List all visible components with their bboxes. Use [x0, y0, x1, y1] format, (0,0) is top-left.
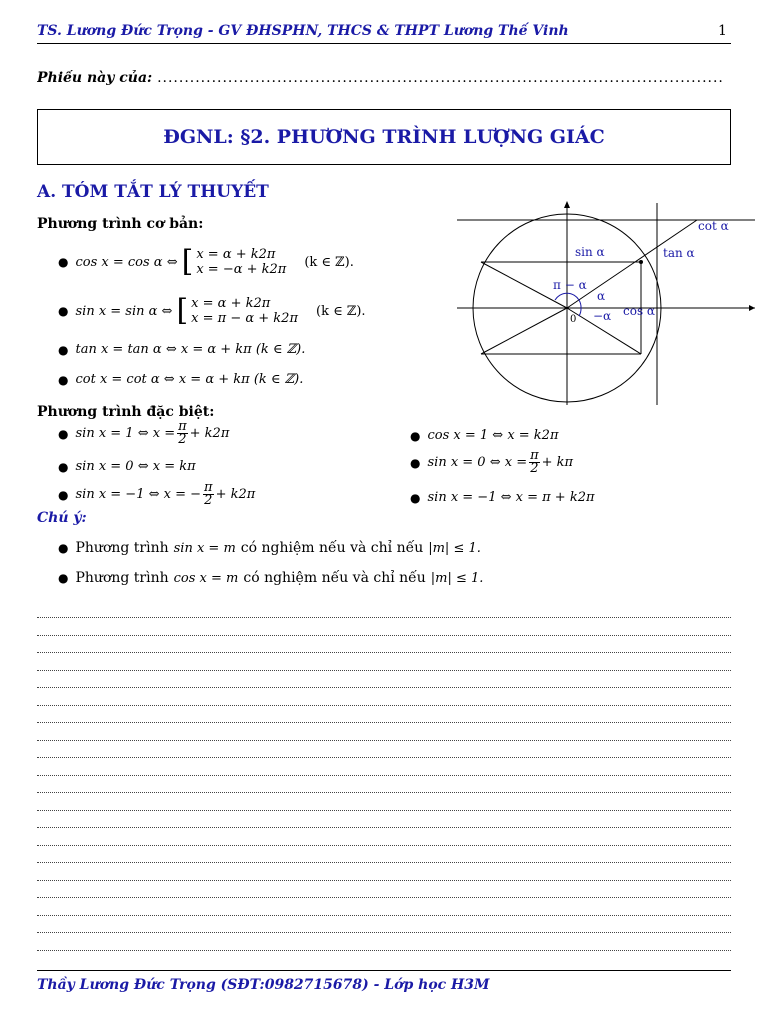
note-2-pre: Phương trình: [75, 570, 169, 586]
note-2-post: có nghiệm nếu và chỉ nếu: [243, 570, 426, 586]
special-sin-1: [58, 421, 229, 446]
writing-line[interactable]: [37, 706, 731, 723]
writing-line[interactable]: [37, 724, 731, 741]
bullet-icon: ●: [58, 255, 69, 269]
writing-line[interactable]: [37, 811, 731, 828]
fraction-numerator: π: [204, 480, 213, 495]
special-sin-1-lhs: sin x = 1 ⇔ x =: [75, 426, 176, 441]
label-pi-minus-alpha: π − α: [553, 278, 587, 292]
cot-line: cot x = cot α ⇔ x = α + kπ (k ∈ ℤ).: [75, 372, 304, 387]
label-cos: cos α: [623, 304, 656, 318]
bullet-icon: ●: [58, 571, 69, 585]
arc-alpha: [579, 300, 581, 308]
sin-condition: (k ∈ ℤ).: [316, 303, 366, 319]
special-sin-neg1: [58, 482, 255, 507]
owner-line: [37, 70, 731, 86]
sin-row-1: x = α + k2π: [191, 296, 271, 311]
special-sin-neg1-rhs: + k2π: [215, 487, 256, 502]
fraction-denominator: 2: [178, 432, 187, 447]
note-2-eq: cos x = m: [173, 570, 239, 586]
bullet-icon: ●: [58, 372, 69, 387]
x-axis-arrow-icon: [749, 305, 755, 311]
sin-row-2: x = π − α + k2π: [191, 311, 298, 326]
writing-line[interactable]: [37, 899, 731, 916]
bullet-icon: ●: [58, 342, 69, 357]
writing-line[interactable]: [37, 916, 731, 933]
bullet-icon: ●: [58, 541, 69, 555]
bullet-icon: ●: [410, 455, 421, 470]
header-rule: [37, 43, 731, 44]
cos-row-1: x = α + k2π: [196, 247, 276, 262]
fraction-denominator: 2: [530, 461, 539, 476]
special-cos-1-text: cos x = 1 ⇔ x = k2π: [427, 428, 559, 443]
basic-heading: Phương trình cơ bản:: [37, 216, 204, 232]
writing-line[interactable]: [37, 636, 731, 653]
bullet-icon: ●: [58, 487, 69, 502]
bullet-icon: ●: [410, 428, 421, 443]
special-right-3: [410, 490, 595, 505]
footer-text: Thầy Lương Đức Trọng (SĐT:0982715678) - Lớp học H3M: [37, 977, 490, 993]
point-m: [639, 260, 643, 264]
footer-rule: [37, 970, 731, 971]
bracket-icon: [: [176, 293, 189, 328]
tan-line: tan x = tan α ⇔ x = α + kπ (k ∈ ℤ).: [75, 342, 306, 357]
fraction: [177, 421, 188, 446]
writing-line[interactable]: [37, 829, 731, 846]
title-box: [37, 109, 731, 165]
writing-line[interactable]: [37, 671, 731, 688]
note-1-cond: |m| ≤ 1.: [428, 540, 481, 556]
fraction-denominator: 2: [204, 493, 213, 508]
note-1-post: có nghiệm nếu và chỉ nếu: [240, 540, 424, 556]
special-right-2-rhs: + kπ: [541, 455, 574, 470]
bullet-icon: ●: [58, 459, 69, 474]
page-title: ĐGNL: §2. PHƯƠNG TRÌNH LƯỢNG GIÁC: [163, 126, 605, 148]
cos-condition: (k ∈ ℤ).: [304, 254, 354, 270]
page-number: 1: [718, 23, 727, 39]
writing-line[interactable]: [37, 794, 731, 811]
label-alpha: α: [597, 289, 606, 303]
sin-lhs: sin x = sin α ⇔: [75, 303, 173, 319]
note-1-eq: sin x = m: [173, 540, 236, 556]
note-2: [58, 570, 483, 586]
bullet-icon: ●: [58, 426, 69, 441]
ray-alpha: [567, 220, 697, 308]
special-heading: Phương trình đặc biệt:: [37, 404, 215, 420]
writing-line[interactable]: [37, 864, 731, 881]
writing-line[interactable]: [37, 846, 731, 863]
special-right-3-text: sin x = −1 ⇔ x = π + k2π: [427, 490, 595, 505]
cos-system: [181, 244, 287, 279]
writing-line[interactable]: [37, 741, 731, 758]
header-author: TS. Lương Đức Trọng - GV ĐHSPHN, THCS & THPT Lương Thế Vinh: [37, 23, 569, 39]
special-sin-neg1-lhs: sin x = −1 ⇔ x = −: [75, 487, 202, 502]
special-right-2: [410, 450, 573, 475]
fraction-numerator: π: [530, 448, 539, 463]
special-cos-1: [410, 428, 559, 443]
cos-equation: [58, 244, 354, 279]
label-origin: 0: [570, 314, 577, 325]
fraction: [529, 450, 540, 475]
note-2-cond: |m| ≤ 1.: [430, 570, 484, 586]
arc-neg-alpha: [579, 308, 581, 316]
label-tan: tan α: [663, 246, 695, 260]
label-neg-alpha: −α: [593, 309, 612, 323]
fraction: [203, 482, 214, 507]
writing-line[interactable]: [37, 689, 731, 706]
tan-equation: [58, 342, 305, 357]
label-sin: sin α: [575, 245, 605, 259]
owner-dots: ........................................................................................................: [157, 70, 724, 86]
cos-row-2: x = −α + k2π: [196, 262, 287, 277]
writing-line[interactable]: [37, 934, 731, 951]
special-sin-0-text: sin x = 0 ⇔ x = kπ: [75, 459, 196, 474]
cos-lhs: cos x = cos α ⇔: [75, 254, 178, 270]
bullet-icon: ●: [410, 490, 421, 505]
writing-line[interactable]: [37, 881, 731, 898]
special-right-2-lhs: sin x = 0 ⇔ x =: [427, 455, 528, 470]
special-sin-0: [58, 459, 196, 474]
y-axis-arrow-icon: [564, 201, 570, 208]
owner-label: Phiếu này của:: [37, 70, 153, 86]
sin-equation: [58, 293, 366, 328]
bullet-icon: ●: [58, 304, 69, 318]
sin-system: [176, 293, 298, 328]
writing-lines[interactable]: [37, 601, 731, 951]
section-a-heading: A. TÓM TẮT LÝ THUYẾT: [37, 182, 269, 202]
note-1: [58, 540, 481, 556]
fraction-numerator: π: [178, 419, 187, 434]
trig-circle-diagram: [455, 200, 760, 410]
writing-line[interactable]: [37, 776, 731, 793]
writing-line[interactable]: [37, 654, 731, 671]
cot-equation: [58, 372, 303, 387]
note-1-pre: Phương trình: [75, 540, 169, 556]
writing-line[interactable]: [37, 759, 731, 776]
writing-line[interactable]: [37, 601, 731, 618]
note-heading: Chú ý:: [37, 510, 87, 526]
special-sin-1-rhs: + k2π: [189, 426, 230, 441]
writing-line[interactable]: [37, 619, 731, 636]
label-cot: cot α: [698, 219, 729, 233]
ray-lower-left: [481, 308, 567, 354]
bracket-icon: [: [181, 244, 194, 279]
